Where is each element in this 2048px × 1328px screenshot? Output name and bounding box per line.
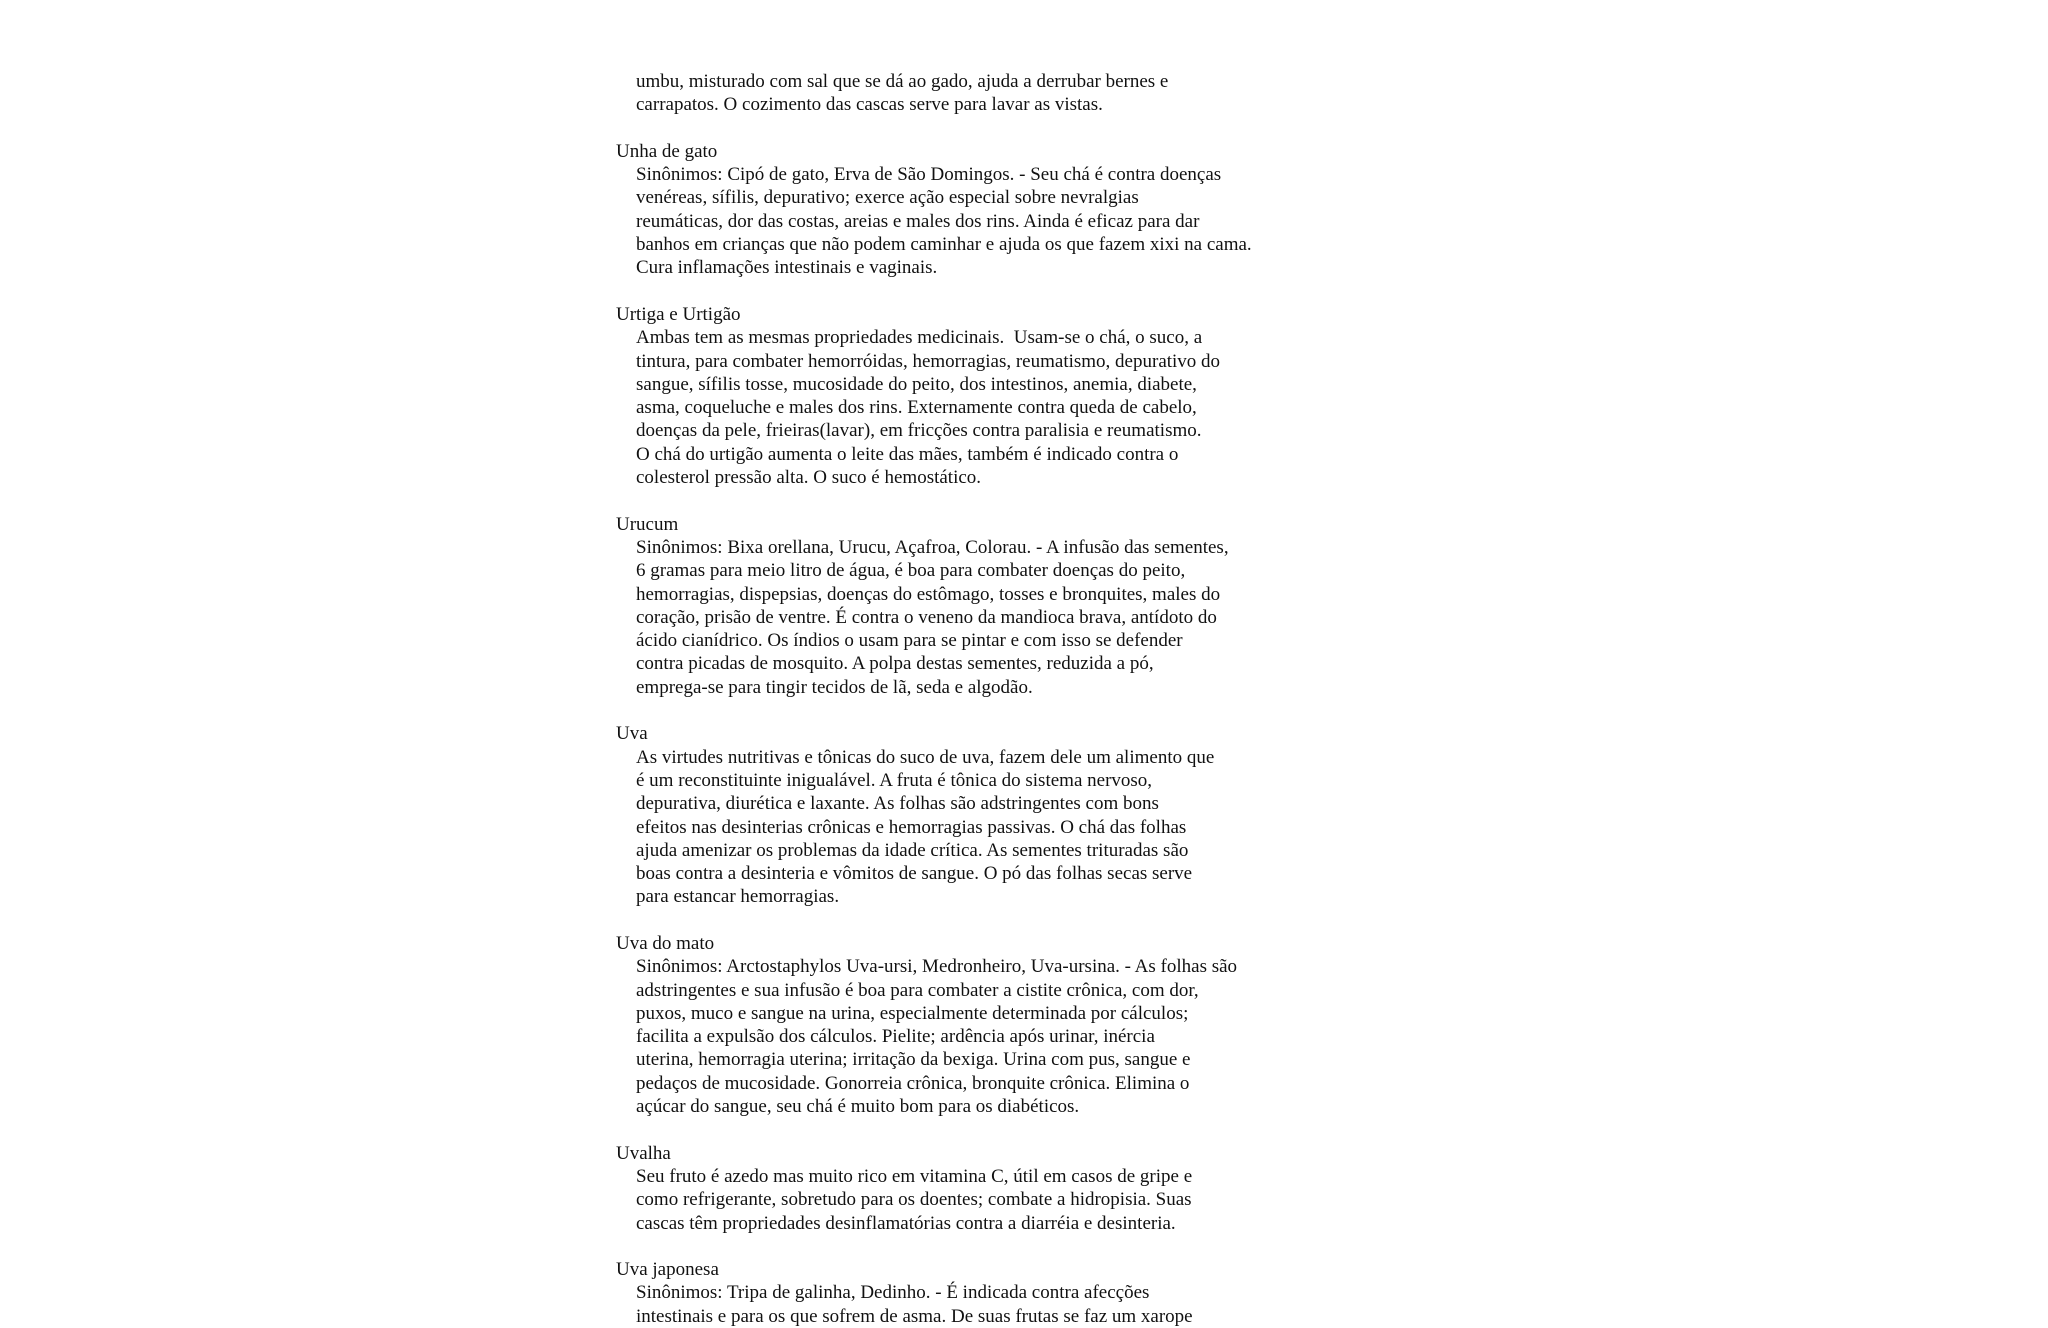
text-line: doenças da pele, frieiras(lavar), em fricções contra paralisia e reumatismo. [636, 420, 1202, 442]
text-line: depurativa, diurética e laxante. As folhas são adstringentes com bons [636, 793, 1159, 815]
text-line: efeitos nas desinterias crônicas e hemorragias passivas. O chá das folhas [636, 816, 1187, 838]
text-line: 6 gramas para meio litro de água, é boa para combater doenças do peito, [636, 560, 1186, 582]
continued-paragraph [616, 70, 1336, 117]
text-line: ácido cianídrico. Os índios o usam para se pintar e com isso se defender [636, 630, 1183, 652]
text-line: Sinônimos: Arctostaphylos Uva-ursi, Medronheiro, Uva-ursina. - As folhas são [636, 956, 1238, 978]
entry-body [616, 746, 1336, 909]
text-line: banhos em crianças que não podem caminhar e ajuda os que fazem xixi na cama. [636, 234, 1252, 256]
text-line: carrapatos. O cozimento das cascas serve para lavar as vistas. [636, 94, 1103, 116]
document-page [616, 70, 1336, 1328]
entry-urtiga-e-urtigao [616, 303, 1336, 489]
text-line: ajuda amenizar os problemas da idade crítica. As sementes trituradas são [636, 839, 1189, 861]
text-line: umbu, misturado com sal que se dá ao gado, ajuda a derrubar bernes e [636, 71, 1169, 92]
text-line: reumáticas, dor das costas, areias e males dos rins. Ainda é eficaz para dar [636, 210, 1200, 232]
text-line: açúcar do sangue, seu chá é muito bom para os diabéticos. [636, 1096, 1080, 1118]
text-line: é um reconstituinte inigualável. A fruta é tônica do sistema nervoso, [636, 769, 1153, 791]
entry-title: Uva japonesa [616, 1259, 719, 1281]
entry-body [616, 163, 1336, 279]
entry-body [616, 955, 1336, 1118]
text-line: cascas têm propriedades desinflamatórias contra a diarréia e desinteria. [636, 1212, 1176, 1234]
entry-title: Urtiga e Urtigão [616, 303, 741, 325]
text-line: adstringentes e sua infusão é boa para combater a cistite crônica, com dor, [636, 979, 1199, 1001]
entry-body [616, 1165, 1336, 1235]
text-line: venéreas, sífilis, depurativo; exerce ação especial sobre nevralgias [636, 187, 1139, 209]
text-line: uterina, hemorragia uterina; irritação da bexiga. Urina com pus, sangue e [636, 1049, 1191, 1071]
text-line: sangue, sífilis tosse, mucosidade do peito, dos intestinos, anemia, diabete, [636, 373, 1197, 395]
text-line: intestinais e para os que sofrem de asma. De suas frutas se faz um xarope [636, 1305, 1193, 1327]
entry-uvalha [616, 1142, 1336, 1235]
text-line: colesterol pressão alta. O suco é hemostático. [636, 467, 982, 489]
text-line: contra picadas de mosquito. A polpa destas sementes, reduzida a pó, [636, 653, 1154, 675]
entry-title: Uva [616, 723, 648, 745]
text-line: facilita a expulsão dos cálculos. Pielite; ardência após urinar, inércia [636, 1026, 1155, 1048]
entry-body [616, 536, 1336, 699]
text-line: Sinônimos: Tripa de galinha, Dedinho. - É indicada contra afecções [636, 1282, 1150, 1304]
text-line: coração, prisão de ventre. É contra o veneno da mandioca brava, antídoto do [636, 606, 1217, 628]
entry-body [616, 1281, 1336, 1328]
text-line: As virtudes nutritivas e tônicas do suco de uva, fazem dele um alimento que [636, 746, 1215, 768]
entry-uva [616, 722, 1336, 908]
text-line: Sinônimos: Cipó de gato, Erva de São Domingos. - Seu chá é contra doenças [636, 164, 1222, 186]
entry-title: Unha de gato [616, 140, 718, 162]
entry-uva-japonesa [616, 1258, 1336, 1328]
text-line: tintura, para combater hemorróidas, hemorragias, reumatismo, depurativo do [636, 350, 1221, 372]
text-line: pedaços de mucosidade. Gonorreia crônica, bronquite crônica. Elimina o [636, 1072, 1190, 1094]
text-line: O chá do urtigão aumenta o leite das mães, também é indicado contra o [636, 443, 1179, 465]
entry-urucum [616, 513, 1336, 699]
text-line: hemorragias, dispepsias, doenças do estômago, tosses e bronquites, males do [636, 583, 1221, 605]
entry-uva-do-mato [616, 932, 1336, 1118]
entry-title: Uva do mato [616, 932, 715, 954]
text-line: para estancar hemorragias. [636, 886, 840, 908]
entry-body [616, 326, 1336, 489]
text-line: Ambas tem as mesmas propriedades medicinais. Usam-se o chá, o suco, a [636, 327, 1203, 349]
text-line: puxos, muco e sangue na urina, especialmente determinada por cálculos; [636, 1002, 1189, 1024]
entry-unha-de-gato [616, 140, 1336, 280]
text-line: Cura inflamações intestinais e vaginais. [636, 257, 938, 279]
text-line: Seu fruto é azedo mas muito rico em vitamina C, útil em casos de gripe e [636, 1165, 1193, 1187]
entry-title: Uvalha [616, 1142, 671, 1164]
text-line: asma, coqueluche e males dos rins. Externamente contra queda de cabelo, [636, 397, 1197, 419]
text-line: boas contra a desinteria e vômitos de sangue. O pó das folhas secas serve [636, 863, 1193, 885]
text-line: Sinônimos: Bixa orellana, Urucu, Açafroa, Colorau. - A infusão das sementes, [636, 536, 1229, 558]
text-line: como refrigerante, sobretudo para os doentes; combate a hidropisia. Suas [636, 1189, 1192, 1211]
text-line: emprega-se para tingir tecidos de lã, seda e algodão. [636, 676, 1033, 698]
entry-title: Urucum [616, 513, 679, 535]
